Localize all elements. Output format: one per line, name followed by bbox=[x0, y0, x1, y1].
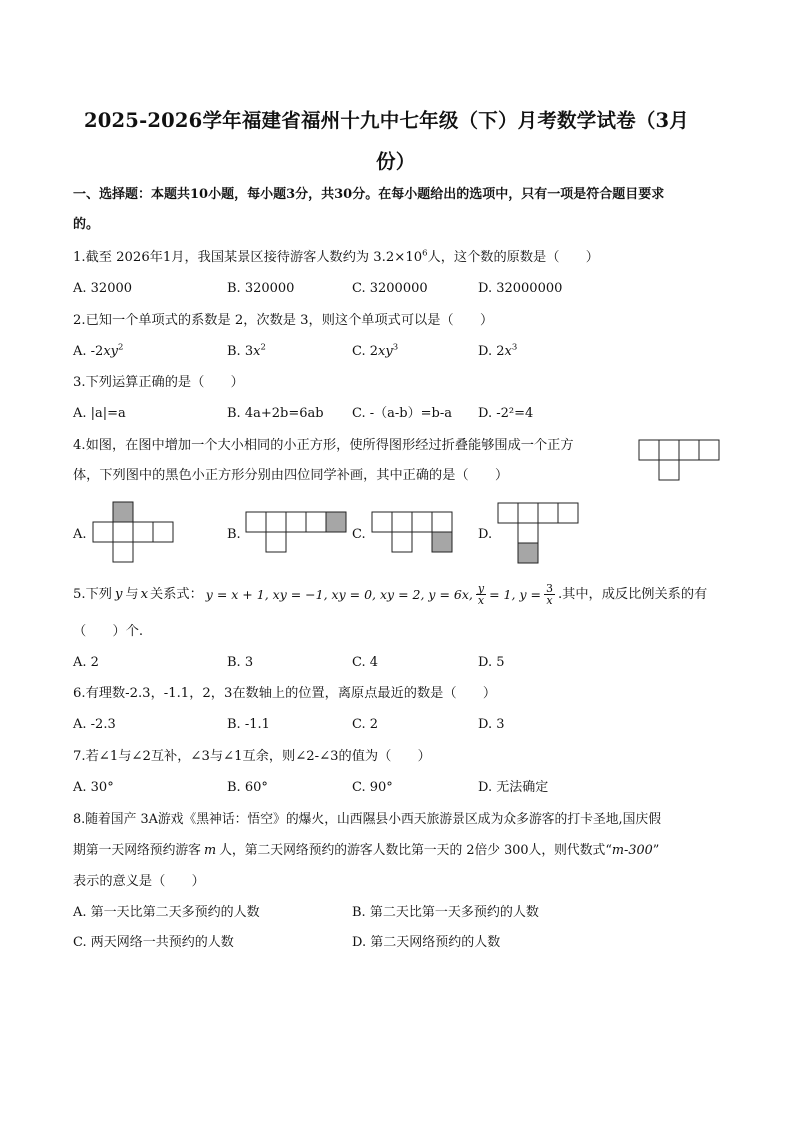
question-1-option-b: B. 320000 bbox=[227, 281, 295, 296]
question-4-stem-line2: 体，下列图中的黑色小正方形分别由四位同学补画，其中正确的是（ ） bbox=[73, 468, 509, 483]
question-3-stem: 3.下列运算正确的是（ ） bbox=[73, 375, 244, 390]
question-4-option-c: C. bbox=[352, 527, 366, 542]
net-option-b-figure bbox=[245, 511, 347, 553]
question-7-stem: 7.若∠1与∠2互补，∠3与∠1互余，则∠2-∠3的值为（ ） bbox=[73, 749, 431, 764]
question-4-option-d: D. bbox=[478, 527, 493, 542]
question-2-option-c: C. $2xy^3$ bbox=[352, 342, 399, 359]
question-1-option-a: A. 32000 bbox=[73, 281, 133, 296]
question-1-stem: 1.截至 2026年1月，我国某景区接待游客人数约为 $3.2\times 10^6$人，这个数的原数是（ ） bbox=[73, 248, 599, 265]
question-8-option-c: C. 两天网络一共预约的人数 bbox=[73, 935, 234, 950]
question-8-option-a: A. 第一天比第二天多预约的人数 bbox=[73, 905, 260, 920]
question-1-option-c: C. 3200000 bbox=[352, 281, 428, 296]
question-2-option-d: D. $2x^3$ bbox=[478, 342, 518, 359]
exam-title-line1: 2025-2026学年福建省福州十九中七年级（下）月考数学试卷（3月 bbox=[84, 109, 690, 132]
question-6-option-c: C. 2 bbox=[352, 717, 379, 732]
question-3-option-b: B. 4a+2b=6ab bbox=[227, 406, 324, 421]
question-6-option-d: D. 3 bbox=[478, 717, 505, 732]
question-5-option-d: D. 5 bbox=[478, 655, 505, 670]
question-4-stem-line1: 4.如图，在图中增加一个大小相同的小正方形，使所得图形经过折叠能够围成一个正方 bbox=[73, 438, 574, 453]
question-2-option-b: B. $3x^2$ bbox=[227, 342, 266, 359]
question-8-stem-line2: 期第一天网络预约游客 m 人，第二天网络预约的游客人数比第一天的 2倍少 300人，则代数式“m-300” bbox=[73, 843, 660, 858]
section-heading: 一、选择题：本题共10小题，每小题3分，共30分。在每小题给出的选项中，只有一项是符合题目要求 bbox=[73, 187, 665, 202]
fraction-3-over-x: $\frac{3}{x}$ bbox=[545, 582, 553, 607]
net-option-d-figure bbox=[497, 502, 579, 564]
question-5-option-c: C. 4 bbox=[352, 655, 379, 670]
question-7-option-d: D. 无法确定 bbox=[478, 780, 549, 795]
question-5-stem-line2: （ ）个. bbox=[73, 624, 144, 639]
question-1-option-d: D. 32000000 bbox=[478, 281, 563, 296]
added-square bbox=[518, 543, 538, 563]
net-option-c-figure bbox=[371, 511, 453, 553]
added-square bbox=[113, 502, 133, 522]
question-5-option-b: B. 3 bbox=[227, 655, 254, 670]
question-8-option-b: B. 第二天比第一天多预约的人数 bbox=[352, 905, 539, 920]
exam-title-line2: 份） bbox=[376, 150, 416, 173]
net-option-a-figure bbox=[92, 501, 174, 563]
question-7-option-a: A. 30° bbox=[73, 780, 114, 795]
question-3-option-d: D. -2²=4 bbox=[478, 406, 534, 421]
question-7-option-c: C. 90° bbox=[352, 780, 393, 795]
question-4-option-b: B. bbox=[227, 527, 241, 542]
added-square bbox=[326, 512, 346, 532]
question-5-option-a: A. 2 bbox=[73, 655, 99, 670]
question-2-option-a: A. $-2xy^2$ bbox=[73, 342, 124, 359]
question-2-stem: 2.已知一个单项式的系数是 2，次数是 3，则这个单项式可以是（ ） bbox=[73, 313, 494, 328]
question-8-stem-line1: 8.随着国产 3A游戏《黑神话：悟空》的爆火，山西隰县小西天旅游景区成为众多游客的打卡圣地,国庆假 bbox=[73, 812, 661, 827]
fraction-y-over-x: $\frac{y}{x}$ bbox=[477, 582, 485, 607]
question-7-option-b: B. 60° bbox=[227, 780, 268, 795]
question-4-option-a: A. bbox=[73, 527, 87, 542]
net-reference-figure bbox=[638, 439, 720, 481]
question-3-option-a: A. |a|=a bbox=[73, 406, 126, 421]
section-heading-cont: 的。 bbox=[73, 217, 100, 232]
question-8-option-d: D. 第二天网络预约的人数 bbox=[352, 935, 501, 950]
question-8-stem-line3: 表示的意义是（ ） bbox=[73, 874, 205, 889]
question-5-stem: 5.下列 y 与 x 关系式： y = x + 1, xy = −1, xy = 0, xy = 2, y = 6x, $\frac{y}{x}$ = 1, y = $\frac{3}{x}$ .其中，成反比例关系的有 bbox=[73, 582, 708, 607]
added-square bbox=[432, 532, 452, 552]
question-6-stem: 6.有理数-2.3，-1.1，2，3在数轴上的位置，离原点最近的数是（ ） bbox=[73, 686, 497, 701]
question-6-option-b: B. -1.1 bbox=[227, 717, 270, 732]
question-6-option-a: A. -2.3 bbox=[73, 717, 116, 732]
question-3-option-c: C. -（a-b）=b-a bbox=[352, 406, 452, 421]
q5-formula: y = x + 1, xy = −1, xy = 0, xy = 2, y = 6x, bbox=[205, 586, 473, 602]
